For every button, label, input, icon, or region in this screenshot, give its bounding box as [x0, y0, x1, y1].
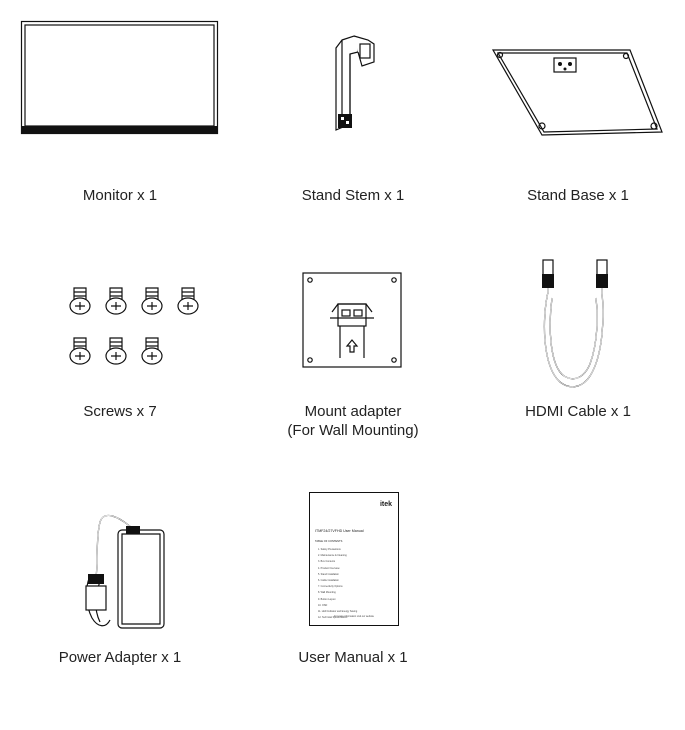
manual-toc-item: 7. Connectivity Options — [318, 585, 343, 589]
manual-toc-heading: TABLE OF CONTENTS — [315, 540, 343, 543]
manual-toc-item: 4. Product Overview — [318, 566, 340, 570]
manual-toc-item: 9. Button Layout — [318, 597, 336, 601]
manual-toc-item: 6. Cable Installation — [318, 579, 339, 583]
manual-title: ITMF24/27VFHD User Manual — [315, 529, 364, 533]
manual-toc-item: 3. Box Contents — [318, 560, 336, 564]
screw-icon — [142, 338, 162, 364]
screw-icon — [70, 288, 90, 314]
manual-toc-item: 12. Technical Specifications — [318, 616, 348, 620]
mount-adapter-icon — [302, 272, 402, 368]
hdmi-cable-icon — [538, 258, 612, 390]
monitor-icon — [20, 20, 220, 138]
screw-icon — [70, 338, 90, 364]
screw-icon — [106, 338, 126, 364]
manual-toc-item: 10. OSD — [318, 603, 328, 607]
caption-power-adapter: Power Adapter x 1 — [58, 649, 182, 666]
caption-mount-adapter: Mount adapter (For Wall Mounting) — [287, 403, 419, 439]
manual-toc-item: 5. Stand Installation — [318, 572, 339, 576]
screws-group — [64, 278, 204, 366]
caption-monitor: Monitor x 1 — [82, 187, 158, 204]
screw-icon — [178, 288, 198, 314]
power-adapter-icon — [82, 502, 168, 632]
stand-stem-icon — [328, 34, 383, 134]
caption-screws: Screws x 7 — [83, 403, 157, 420]
user-manual-icon — [309, 492, 399, 626]
manual-toc-item: 11. LED Indicator and Energy Saving — [318, 610, 358, 614]
manual-toc-item: 8. Wall Mounting — [318, 591, 336, 595]
caption-stand-stem: Stand Stem x 1 — [301, 187, 405, 204]
stand-base-icon — [490, 46, 666, 140]
screw-icon — [106, 288, 126, 314]
caption-user-manual: User Manual x 1 — [298, 649, 408, 666]
manual-toc-item: 2. Maintenance & Cleaning — [318, 554, 347, 558]
manual-toc — [318, 547, 357, 621]
manual-footer: For more information visit our website — [334, 615, 374, 618]
caption-hdmi-cable: HDMI Cable x 1 — [525, 403, 631, 420]
caption-stand-base: Stand Base x 1 — [527, 187, 629, 204]
manual-toc-item: 1. Safety Precautions — [318, 548, 341, 551]
manual-brand: itek — [379, 501, 392, 508]
screw-icon — [142, 288, 162, 314]
